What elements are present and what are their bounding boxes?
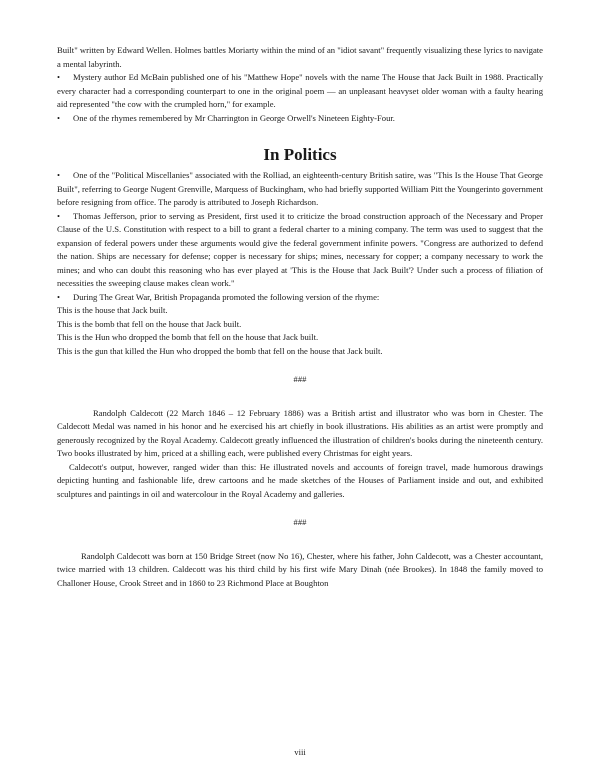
list-item-text: Mystery author Ed McBain published one of his "Matthew Hope" novels with the name The House that Jack Built in 1988. Practically every character had a corresponding counterpart to one in the original poem — an unpleasant heavyset older woman with a faulty hearing aid represented "the cow with the crumpled horn," for example. bbox=[57, 72, 543, 109]
bullet-icon: • bbox=[57, 72, 61, 82]
rhyme-line: This is the house that Jack built. bbox=[57, 305, 168, 315]
list-item bbox=[57, 291, 543, 305]
bio-paragraph: Randolph Caldecott (22 March 1846 – 12 February 1886) was a British artist and illustrator who was born in Chester. The Caldecott Medal was named in his honor and he exercised his art chiefly in book illustrations. His abilities as an artist were promptly and generously recognized by the Royal Academy. Caldecott greatly influenced the illustration of children's books during the nineteenth century. Two books illustrated by him, priced at a shilling each, were published every Christmas for eight years. bbox=[57, 407, 543, 458]
list-item bbox=[57, 71, 543, 112]
bullet-icon: • bbox=[57, 170, 61, 180]
list-item bbox=[57, 210, 543, 291]
section-separator: ### bbox=[293, 517, 307, 527]
bio-paragraph: Caldecott's output, however, ranged wider than this: He illustrated novels and accounts of foreign travel, made humorous drawings depicting hunting and fashionable life, drew cartoons and he made sketches of the Houses of Parliament inside and out, and exhibited sculptures and paintings in oil and watercolour in the Royal Academy and galleries. bbox=[57, 461, 543, 499]
list-item-text: Thomas Jefferson, prior to serving as President, first used it to criticize the broad construction approach of the Necessary and Proper Clause of the U.S. Constitution with respect to a bill to grant a federal charter to a mining company. The term was used to suggest that the expansion of federal powers under these arguments would give the federal government infinite powers. "Congress are authorized to defend the nation. Ships are necessary for defense; copper is necessary for ships; mines, necessary for copper; a company necessary to work the mines; and who can doubt this reasoning who has ever played at 'This is the House that Jack Built'? Under such a process of filiation of necessities the sweeping clause makes clean work." bbox=[57, 210, 543, 288]
bullet-icon: • bbox=[57, 291, 61, 302]
section-heading: In Politics bbox=[263, 145, 337, 164]
continuation-paragraph: Built" written by Edward Wellen. Holmes battles Moriarty within the mind of an "idiot savant" frequently visualizing these lyrics to navigate a mental labyrinth. bbox=[57, 45, 543, 69]
list-item bbox=[57, 169, 543, 210]
rhyme-line: This is the Hun who dropped the bomb that fell on the house that Jack built. bbox=[57, 332, 319, 342]
list-item-text: During The Great War, British Propaganda promoted the following version of the rhyme: bbox=[73, 291, 380, 302]
list-item-text: One of the "Political Miscellanies" associated with the Rolliad, an eighteenth-century British satire, was "This Is the House That George Built", referring to George Nugent Grenville, Marquess of Buckingham, who had briefly supported William Pitt the Youngerinto government before resigning from office. The parody is attributed to Joseph Richardson. bbox=[57, 170, 543, 207]
list-item-text: One of the rhymes remembered by Mr Charrington in George Orwell's Nineteen Eighty-Four. bbox=[73, 112, 395, 123]
list-item bbox=[57, 112, 543, 126]
bullet-icon: • bbox=[57, 112, 61, 123]
section-separator: ### bbox=[293, 374, 307, 384]
bio-paragraph: Randolph Caldecott was born at 150 Bridge Street (now No 16), Chester, where his father, John Caldecott, was a Chester accountant, twice married with 13 children. Caldecott was his third child by his first wife Mary Dinah (née Brookes). In 1848 the family moved to Challoner House, Crook Street and in 1860 to 23 Richmond Place at Boughton bbox=[57, 550, 543, 588]
bullet-icon: • bbox=[57, 210, 61, 221]
rhyme-line: This is the gun that killed the Hun who dropped the bomb that fell on the house that Jack built. bbox=[57, 345, 383, 356]
page-number: viii bbox=[294, 747, 306, 757]
rhyme-line: This is the bomb that fell on the house that Jack built. bbox=[57, 318, 242, 329]
